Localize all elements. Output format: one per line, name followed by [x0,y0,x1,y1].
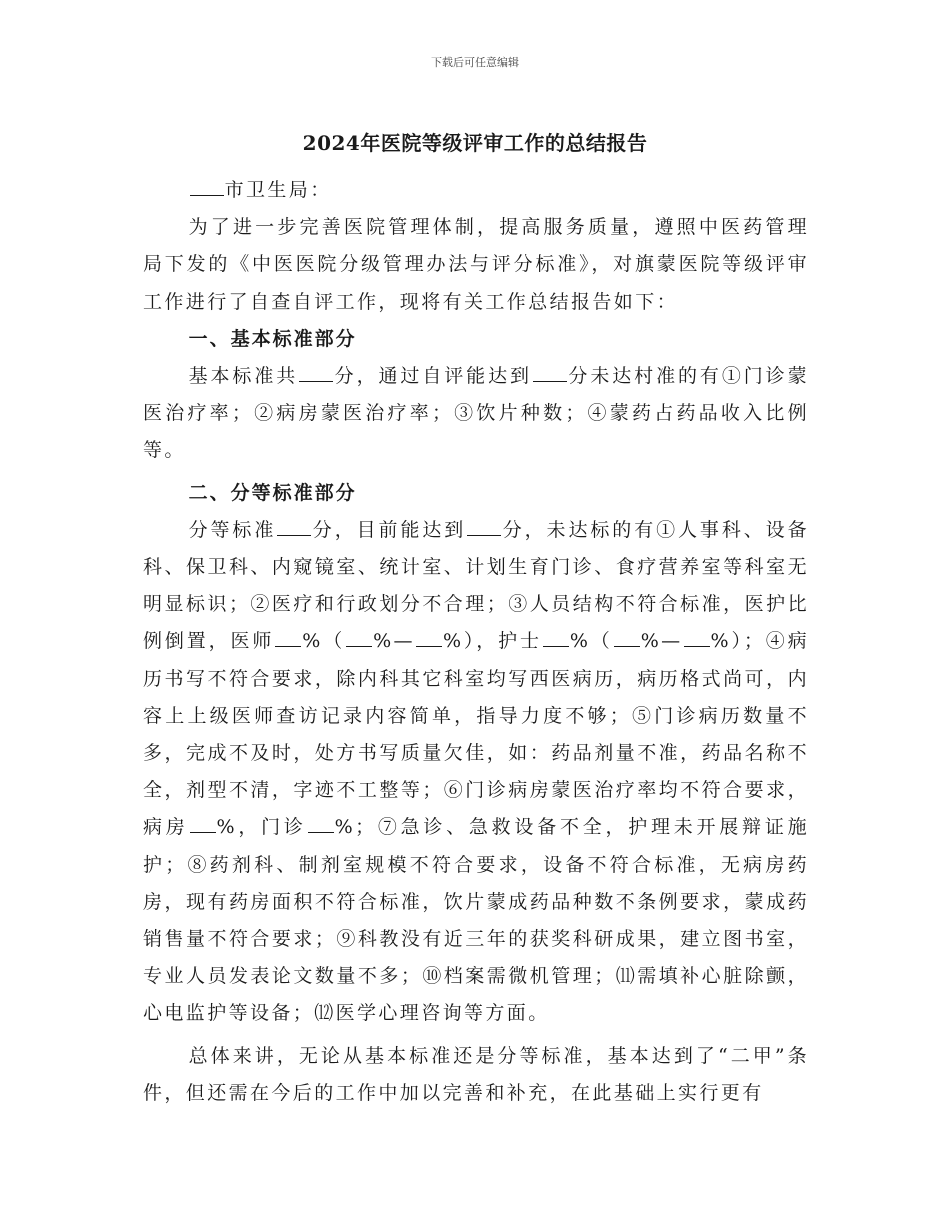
document-title: 2024年医院等级评审工作的总结报告 [302,131,648,155]
blank-field [533,363,567,382]
blank-field [614,628,640,647]
blank-field [190,814,216,833]
addressee: 市卫生局： [143,172,809,209]
blank-field [467,517,501,536]
blank-field [299,363,333,382]
document-body [143,172,809,1112]
blank-field [346,628,372,647]
blank-field [684,628,710,647]
blank-field [275,628,301,647]
blank-field [190,177,224,196]
section-basic-paragraph: 基本标准共 分，通过自评能达到 分未达村准的有①门诊蒙医治疗率；②病房蒙医治疗率；③饮片种数；④蒙药占药品收入比例等。 [143,365,809,462]
section-heading-grading: 二、分等标准部分 [188,481,357,504]
blank-field [416,628,442,647]
blank-field [308,814,334,833]
blank-field [543,628,569,647]
section-heading-basic: 一、基本标准部分 [188,327,357,350]
intro-paragraph: 为了进一步完善医院管理体制，提高服务质量，遵照中医药管理局下发的《中医医院分级管理办法与评分标准》，对旗蒙医院等级评审工作进行了自查自评工作，现将有关工作总结报告如下： [143,216,809,313]
conclusion-paragraph: 总体来讲，无论从基本标准还是分等标准，基本达到了“二甲”条件，但还需在今后的工作中加以完善和补充，在此基础上实行更有 [143,1044,809,1104]
section-grading-paragraph: 分等标准 分，目前能达到 分，未达标的有①人事科、设备科、保卫科、内窥镜室、统计室、计划生育门诊、食疗营养室等科室无明显标识；②医疗和行政划分不合理；③人员结构不符合标准，医护比例倒置，医师 %（ %— %），护士 %（ %— %）；④病历书写不符合要求，除内科其它科室均写西医病历，病历格式尚可，内容上上级医师查访记录内容简单，指导力度不够；⑤门诊病历数量不多，完成不及时，处方书写质量欠佳，如：药品剂量不准，药品名称不全，剂型不清，字迹不工整等；⑥门诊病房蒙医治疗率均不符合要求，病房 %，门诊 %；⑦急诊、急救设备不全，护理未开展辩证施护；⑧药剂科、制剂室规模不符合要求，设备不符合标准，无病房药房，现有药房面积不符合标准，饮片蒙成药品种数不条例要求，蒙成药销售量不符合要求；⑨科教没有近三年的获奖科研成果，建立图书室，专业人员发表论文数量不多；⑩档案需微机管理；⑾需填补心脏除颤，心电监护等设备；⑿医学心理咨询等方面。 [143,518,810,1025]
header-note: 下载后可任意编辑 [431,56,519,69]
blank-field [277,517,311,536]
